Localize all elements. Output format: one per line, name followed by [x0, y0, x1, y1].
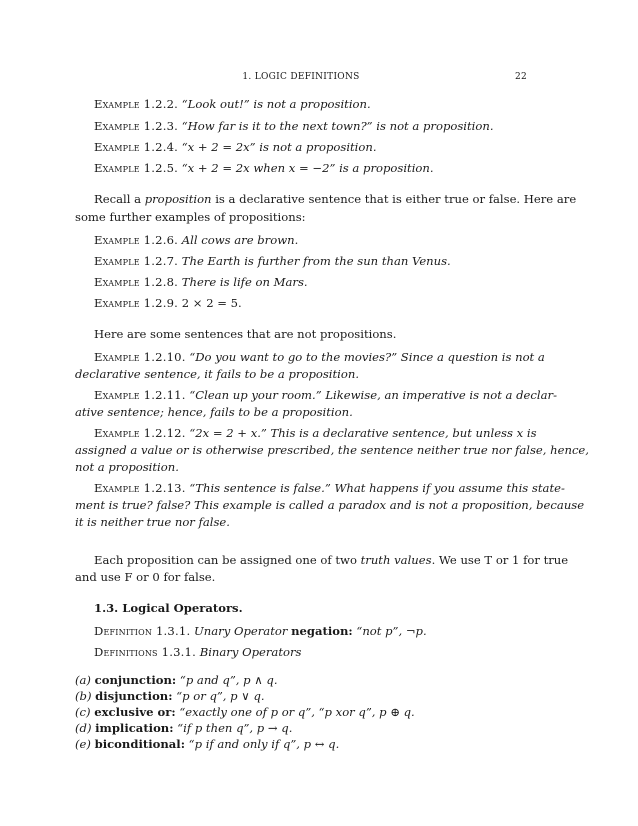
- example-text: The Earth is further from the sun than Venus.: [181, 254, 451, 268]
- example-text: “x + 2 = 2x” is not a proposition.: [181, 140, 377, 154]
- list-marker: (b): [75, 689, 92, 703]
- example-1-2-9: [94, 296, 527, 311]
- example-label: Example 1.2.2.: [94, 97, 179, 111]
- operator-text: “if p then q”, p → q.: [177, 721, 293, 735]
- recall-text: is a declarative sentence that is either true or false. Here are: [211, 192, 577, 206]
- operator-conjunction: [75, 673, 527, 688]
- example-text: “Clean up your room.” Likewise, an imperative is not a declar-: [189, 388, 557, 402]
- definition-term: negation:: [291, 624, 353, 638]
- example-label: Example 1.2.11.: [94, 388, 186, 402]
- example-1-2-5: [94, 161, 527, 176]
- example-text: There is life on Mars.: [181, 275, 308, 289]
- example-1-2-2: [94, 97, 527, 112]
- example-label: Example 1.2.5.: [94, 161, 179, 175]
- example-1-2-6: [94, 233, 527, 248]
- recall-paragraph-line-2: some further examples of propositions:: [75, 210, 306, 224]
- definition-binary: [94, 645, 527, 660]
- example-1-2-11-line-2: ative sentence; hence, fails to be a proposition.: [75, 405, 353, 419]
- definition-label: Definition 1.3.1.: [94, 624, 191, 638]
- definition-kind: Binary Operators: [199, 645, 302, 659]
- operator-term: exclusive or:: [94, 705, 176, 719]
- example-1-2-13-line-1: [94, 481, 565, 496]
- operator-disjunction: [75, 689, 527, 704]
- example-1-2-11-line-1: [94, 388, 557, 403]
- operator-term: biconditional:: [94, 737, 185, 751]
- operator-text: “exactly one of p or q”, “p xor q”, p ⊕ q.: [179, 705, 415, 719]
- example-1-2-12-line-3: not a proposition.: [75, 460, 179, 474]
- example-1-2-12-line-1: [94, 426, 537, 441]
- operator-biconditional: [75, 737, 527, 752]
- example-text: “How far is it to the next town?” is not a proposition.: [181, 119, 494, 133]
- example-label: Example 1.2.4.: [94, 140, 179, 154]
- truth-text: . We use T or 1 for true: [431, 553, 569, 567]
- list-marker: (e): [75, 737, 91, 751]
- example-text: “x + 2 = 2x when x = −2” is a proposition.: [181, 161, 434, 175]
- recall-text: Recall a: [94, 192, 145, 206]
- page-number: 22: [514, 72, 527, 82]
- example-label: Example 1.2.10.: [94, 350, 186, 364]
- operator-term: conjunction:: [94, 673, 177, 687]
- example-label: Example 1.2.9.: [94, 296, 179, 310]
- example-text: 2 × 2 = 5.: [181, 296, 242, 310]
- example-text: “This sentence is false.” What happens if you assume this state-: [189, 481, 565, 495]
- definition-unary: [94, 624, 527, 639]
- truth-values-line-2: and use F or 0 for false.: [75, 570, 216, 584]
- example-1-2-10-line-2: declarative sentence, it fails to be a proposition.: [75, 367, 360, 381]
- operator-term: disjunction:: [95, 689, 173, 703]
- example-1-2-8: [94, 275, 527, 290]
- example-1-2-4: [94, 140, 527, 155]
- example-text: All cows are brown.: [181, 233, 299, 247]
- example-1-2-13-line-3: it is neither true nor false.: [75, 515, 230, 529]
- example-1-2-3: [94, 119, 527, 134]
- example-label: Example 1.2.12.: [94, 426, 186, 440]
- example-label: Example 1.2.7.: [94, 254, 179, 268]
- example-text: “Look out!” is not a proposition.: [181, 97, 371, 111]
- definition-text: “not p”, ¬p.: [356, 624, 427, 638]
- example-label: Example 1.2.13.: [94, 481, 186, 495]
- operator-implication: [75, 721, 527, 736]
- truth-term: truth values: [360, 553, 432, 567]
- example-label: Example 1.2.3.: [94, 119, 179, 133]
- section-heading: 1.3. Logical Operators.: [94, 601, 243, 615]
- example-1-2-13-line-2: ment is true? false? This example is called a paradox and is not a proposition, because: [75, 498, 585, 512]
- header-title: 1. LOGIC DEFINITIONS: [242, 72, 360, 82]
- operator-term: implication:: [95, 721, 174, 735]
- definition-kind: Unary Operator: [194, 624, 288, 638]
- example-1-2-12-line-2: assigned a value or is otherwise prescribed, the sentence neither true nor false, hence,: [75, 443, 589, 457]
- example-1-2-7: [94, 254, 527, 269]
- example-label: Example 1.2.8.: [94, 275, 179, 289]
- example-1-2-10-line-1: [94, 350, 545, 365]
- operator-exclusive-or: [75, 705, 527, 720]
- list-marker: (a): [75, 673, 91, 687]
- truth-values-line-1: [94, 553, 569, 568]
- operator-text: “p if and only if q”, p ↔ q.: [188, 737, 340, 751]
- operator-text: “p or q”, p ∨ q.: [176, 689, 265, 703]
- running-header: [75, 72, 527, 86]
- truth-text: Each proposition can be assigned one of two: [94, 553, 361, 567]
- definition-label: Definitions 1.3.1.: [94, 645, 197, 659]
- recall-term: proposition: [144, 192, 212, 206]
- operator-text: “p and q”, p ∧ q.: [179, 673, 278, 687]
- list-marker: (c): [75, 705, 91, 719]
- not-propositions-intro: Here are some sentences that are not propositions.: [94, 327, 397, 341]
- list-marker: (d): [75, 721, 92, 735]
- example-text: “2x = 2 + x.” This is a declarative sentence, but unless x is: [189, 426, 537, 440]
- example-text: “Do you want to go to the movies?” Since a question is not a: [189, 350, 545, 364]
- example-label: Example 1.2.6.: [94, 233, 179, 247]
- recall-paragraph-line-1: [94, 192, 577, 207]
